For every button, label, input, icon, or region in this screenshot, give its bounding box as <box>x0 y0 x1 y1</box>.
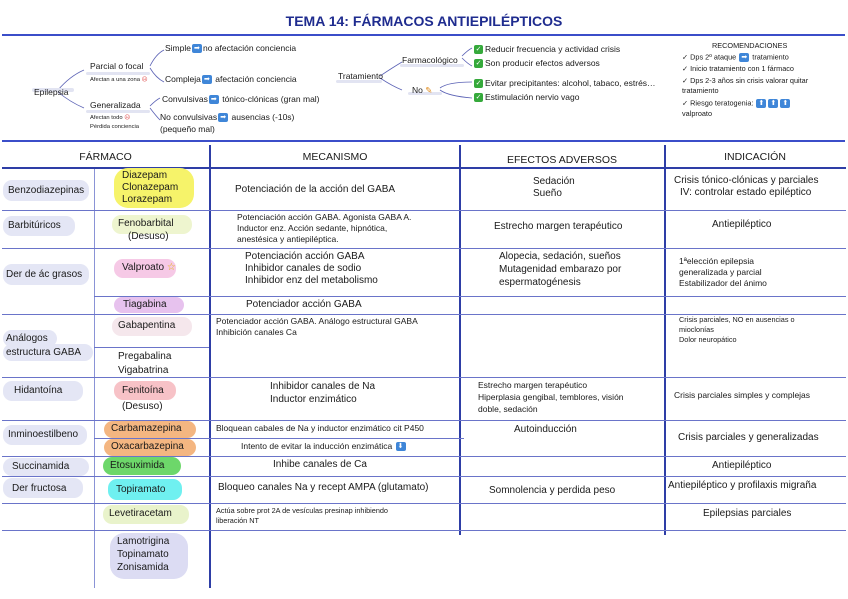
mec-gabapent-1: Potenciador acción GABA. Análogo estructural GABA <box>216 316 418 326</box>
arrow-down-icon: ⬇ <box>396 442 406 451</box>
tratamiento-label: Tratamiento <box>338 71 384 81</box>
no-item-1: ✓ Evitar precipitantes: alcohol, tabaco, estrés… <box>475 78 656 88</box>
check-mark-icon: ✓ <box>682 52 689 62</box>
ind-barbi: Antiepiléptico <box>712 219 772 230</box>
rec-item-1: ✓ Dps 2º ataque ➡ tratamiento <box>682 52 789 62</box>
mec-fenito-2: Inductor enzimático <box>270 394 357 405</box>
generalizada-note2: Pérdida conciencia <box>90 124 139 130</box>
group-benzodiazepinas: Benzodiazepinas <box>8 185 85 196</box>
check-mark-icon: ✓ <box>682 76 689 85</box>
check-mark-icon: ✓ <box>682 64 689 73</box>
farm-item-1: ✓ Reducir frecuencia y actividad crisis <box>475 44 621 54</box>
drug-pregabalina: Pregabalina <box>118 351 172 362</box>
check-mark-icon: ✓ <box>682 98 689 108</box>
group-analogos-1: Análogos <box>6 333 48 344</box>
rec-item-4: ✓ Riesgo teratogenia: ⬆ ⬆ ⬆ <box>682 99 791 108</box>
mec-barbi-1: Potenciación acción GABA. Agonista GABA A. <box>237 212 412 222</box>
group-iminoestilbeno: Inminoestilbeno <box>8 429 79 440</box>
arrow-right-icon: ➡ <box>739 53 749 62</box>
ind-valpro-1: 1ªelección epilepsia <box>679 256 754 266</box>
arrow-up-icon: ⬆ <box>780 99 790 108</box>
compleja-item: Compleja ➡ afectación conciencia <box>165 74 297 84</box>
efe-carba: Autoinducción <box>514 424 577 435</box>
drug-lorazepam: Lorazepam <box>122 194 173 205</box>
drug-clonazepam: Clonazepam <box>122 182 179 193</box>
arrow-right-icon: ➡ <box>209 95 219 104</box>
mec-valpro-2: Inhibidor canales de sodio <box>245 263 362 274</box>
generalizada-note1: Afectan todo ☹ <box>90 115 131 121</box>
header-indicacion: INDICACIÓN <box>724 151 786 163</box>
mec-barbi-2: Inductor enz. Acción sedante, hipnótica, <box>237 223 388 233</box>
drug-carbamazepina: Carbamazepina <box>111 423 182 434</box>
ind-gabapent-3: Dolor neuropático <box>679 335 737 344</box>
mec-leve-1: Actúa sobre prot 2A de vesículas presinap inhibiendo <box>216 506 388 515</box>
group-hidantoina: Hidantoína <box>14 385 63 396</box>
drug-fenitoina-note: (Desuso) <box>122 401 163 412</box>
mec-leve-2: liberación NT <box>216 516 259 525</box>
efe-topira: Somnolencia y perdida peso <box>489 485 616 496</box>
check-icon: ✓ <box>475 80 482 88</box>
arrow-right-icon: ➡ <box>218 113 228 122</box>
rec-item-4b: valproato <box>682 109 713 118</box>
efe-barbi: Estrecho margen terapéutico <box>494 221 623 232</box>
drug-valproato: Valproato ☆ <box>122 262 176 273</box>
star-icon: ☆ <box>166 262 176 273</box>
drug-oxcarbazepina: Oxacarbazepina <box>111 441 184 452</box>
ind-gabapent-2: mioclonías <box>679 325 714 334</box>
simple-item: Simple ➡ no afectación conciencia <box>165 43 297 53</box>
ind-fenito: Crisis parciales simples y complejas <box>674 390 811 400</box>
check-icon: ✓ <box>475 46 482 54</box>
efe-fenito-1: Estrecho margen terapéutico <box>478 380 588 390</box>
header-farmaco: FÁRMACO <box>79 151 132 163</box>
no-label: No ✎ <box>412 85 433 95</box>
mec-etosux: Inhibe canales de Ca <box>273 459 367 470</box>
parcial-note: Afectan a una zona ☹ <box>90 77 148 83</box>
mec-valpro-3: Inhibidor enz del metabolismo <box>245 275 378 286</box>
rec-item-3: ✓ Dps 2-3 años sin crisis valorar quitar <box>682 76 809 85</box>
efe-valpro-1: Alopecia, sedación, sueños <box>499 251 621 262</box>
drug-fenobarbital-note: (Desuso) <box>128 231 169 242</box>
farm-item-2: ✓ Son producir efectos adversos <box>475 58 600 68</box>
drug-fenitoina: Fenitoína <box>122 385 164 396</box>
arrow-right-icon: ➡ <box>202 75 212 84</box>
header-efectos: EFECTOS ADVERSOS <box>506 154 618 166</box>
ind-valpro-2: generalizada y parcial <box>679 267 762 277</box>
farmacologico-label: Farmacológico <box>402 55 458 65</box>
recomendaciones-heading: RECOMENDACIONES <box>712 41 788 50</box>
ind-leve: Epilepsias parciales <box>703 508 792 519</box>
drug-topinamato: Topinamato <box>117 549 169 560</box>
group-succinamida: Succinamida <box>12 461 70 472</box>
efe-valpro-3: espermatogénesis <box>499 277 581 288</box>
drug-fenobarbital: Fenobarbital <box>118 218 174 229</box>
drug-topiramato: Topiramato <box>116 484 166 495</box>
ind-benzo-1: Crisis tónico-clónicas y parciales <box>674 175 819 186</box>
drug-diazepam: Diazepam <box>122 170 168 181</box>
efe-valpro-2: Mutagenidad embarazo por <box>499 264 622 275</box>
drug-etosuximida: Etosuximida <box>110 460 165 471</box>
group-acidos-grasos: Der de ác grasos <box>6 269 83 280</box>
pencil-icon: ✎ <box>425 85 433 95</box>
arrow-up-icon: ⬆ <box>768 99 778 108</box>
rec-item-2: ✓ Inicio tratamiento con 1 fármaco <box>682 64 794 73</box>
drug-lamotrigina: Lamotrigina <box>117 536 170 547</box>
no-convulsivas-note: (pequeño mal) <box>160 124 215 134</box>
drug-zonisamida: Zonisamida <box>117 562 169 573</box>
group-analogos-2: estructura GABA <box>6 347 82 358</box>
drug-vigabatrina: Vigabatrina <box>118 365 169 376</box>
no-convulsivas-item: No convulsivas ➡ ausencias (-10s) <box>160 112 295 122</box>
group-barbituricos: Barbitúricos <box>8 220 61 231</box>
header-mecanismo: MECANISMO <box>302 151 368 163</box>
mec-topira: Bloqueo canales Na y recept AMPA (glutamato) <box>218 482 429 493</box>
mec-valpro-1: Potenciación acción GABA <box>245 251 365 262</box>
mec-gabapent-2: Inhibición canales Ca <box>216 327 297 337</box>
page-title: TEMA 14: FÁRMACOS ANTIEPILÉPTICOS <box>285 13 563 29</box>
efe-benzo-2: Sueño <box>533 188 562 199</box>
efe-benzo-1: Sedación <box>533 176 575 187</box>
drug-gabapentina: Gabapentina <box>118 320 176 331</box>
ind-carba: Crisis parciales y generalizadas <box>678 432 819 443</box>
parcial-label: Parcial o focal <box>90 61 144 71</box>
drug-tiagabina: Tiagabina <box>123 299 167 310</box>
arrow-up-icon: ⬆ <box>756 99 766 108</box>
drug-levetiracetam: Levetiracetam <box>109 508 172 519</box>
convulsivas-item: Convulsivas ➡ tónico-clónicas (gran mal) <box>162 94 320 104</box>
mec-barbi-3: anestésica y antiepiléptica. <box>237 234 339 244</box>
generalizada-label: Generalizada <box>90 100 141 110</box>
arrow-right-icon: ➡ <box>192 44 202 53</box>
check-icon: ✓ <box>475 60 482 68</box>
mec-carba: Bloquean cabales de Na y inductor enzimático cit P450 <box>216 423 424 433</box>
rec-item-3b: tratamiento <box>682 86 719 95</box>
efe-fenito-2: Hiperplasia gengibal, temblores, visión <box>478 392 624 402</box>
ind-valpro-3: Estabilizador del ánimo <box>679 278 767 288</box>
epilepsia-label: Epilepsia <box>34 87 69 97</box>
no-item-2: ✓ Estimulación nervio vago <box>475 92 580 102</box>
mec-oxcarba: Intento de evitar la inducción enzimática ⬇ <box>241 442 407 452</box>
check-icon: ✓ <box>475 94 482 102</box>
ind-topira: Antiepiléptico y profilaxis migraña <box>668 480 817 491</box>
sad-face-icon: ☹ <box>124 115 131 121</box>
mec-benzo: Potenciación de la acción del GABA <box>235 184 396 195</box>
mec-fenito-1: Inhibidor canales de Na <box>270 381 376 392</box>
ind-etosux: Antiepiléptico <box>712 460 772 471</box>
mec-tiagabina: Potenciador acción GABA <box>246 299 362 310</box>
group-fructosa: Der fructosa <box>12 483 67 494</box>
efe-fenito-3: doble, sedación <box>478 404 538 414</box>
section-rule <box>2 140 845 142</box>
ind-gabapent-1: Crisis parciales, NO en ausencias o <box>679 315 795 324</box>
ind-benzo-2: IV: controlar estado epiléptico <box>680 187 812 198</box>
sad-face-icon: ☹ <box>141 77 148 83</box>
